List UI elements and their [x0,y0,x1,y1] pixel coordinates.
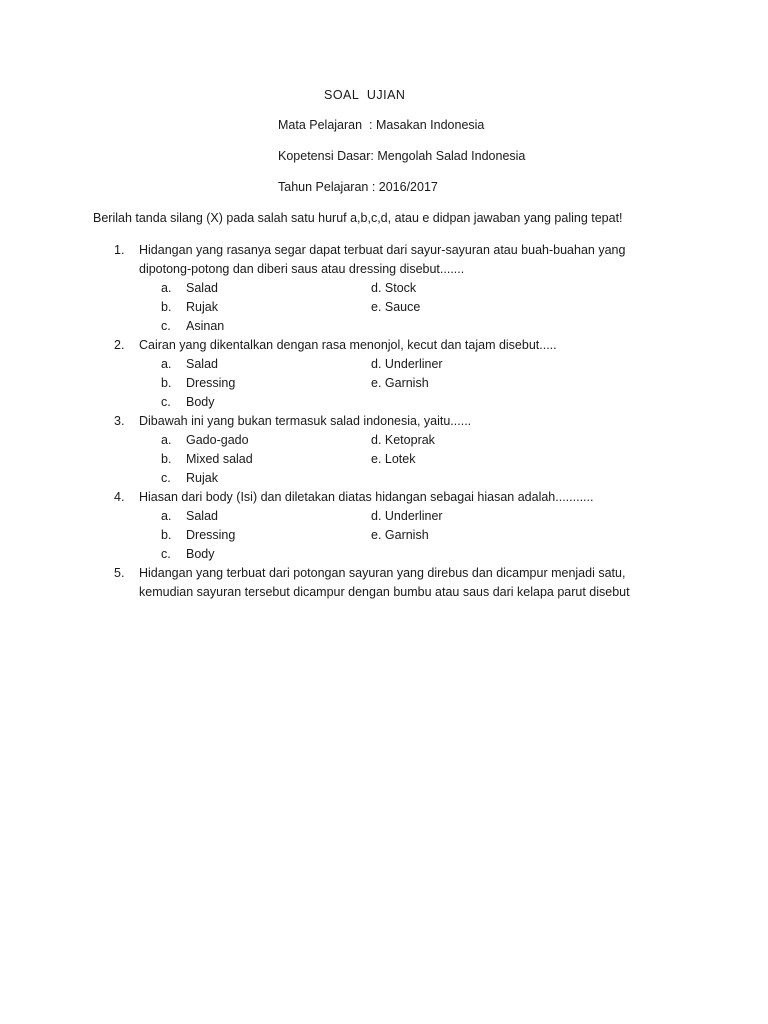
option-letter: b. [161,300,172,314]
option-letter: a. [161,281,172,295]
option-text-secondary: e. Garnish [371,376,429,390]
option-row [0,317,768,336]
question-text: dipotong-potong dan diberi saus atau dressing disebut....... [139,262,465,276]
option-text: Asinan [186,319,225,333]
option-row [0,545,768,564]
option-row [0,355,768,374]
option-text-secondary: e. Lotek [371,452,416,466]
question-number: 5. [114,566,125,580]
option-text: Body [186,395,215,409]
option-letter: c. [161,395,171,409]
question-item [0,564,768,602]
question-line-row [0,488,768,507]
option-text-secondary: d. Stock [371,281,417,295]
option-text: Body [186,547,215,561]
question-number: 2. [114,338,125,352]
option-text: Mixed salad [186,452,253,466]
question-line-row [0,583,768,602]
question-list [0,241,768,602]
question-item [0,488,768,564]
question-line-row [0,412,768,431]
option-row [0,507,768,526]
option-text: Salad [186,281,218,295]
question-line-row [0,260,768,279]
option-letter: c. [161,471,171,485]
question-number: 1. [114,243,125,257]
question-item [0,241,768,336]
subject-line: Mata Pelajaran : Masakan Indonesia [278,118,485,132]
option-row [0,431,768,450]
option-text: Gado-gado [186,433,249,447]
option-text-secondary: d. Underliner [371,509,443,523]
option-letter: b. [161,376,172,390]
question-text: Cairan yang dikentalkan dengan rasa menonjol, kecut dan tajam disebut..... [139,338,557,352]
option-letter: a. [161,509,172,523]
question-text: Dibawah ini yang bukan termasuk salad indonesia, yaitu...... [139,414,472,428]
instruction-text: Berilah tanda silang (X) pada salah satu huruf a,b,c,d, atau e didpan jawaban yang paling tepat! [93,211,623,225]
option-text: Salad [186,509,218,523]
question-line-row [0,564,768,583]
option-letter: a. [161,433,172,447]
option-row [0,526,768,545]
question-text: Hidangan yang rasanya segar dapat terbuat dari sayur-sayuran atau buah-buahan yang [139,243,626,257]
question-item [0,336,768,412]
option-row [0,374,768,393]
question-text: Hiasan dari body (Isi) dan diletakan diatas hidangan sebagai hiasan adalah........... [139,490,594,504]
year-line: Tahun Pelajaran : 2016/2017 [278,180,438,194]
option-row [0,450,768,469]
option-row [0,393,768,412]
question-number: 4. [114,490,125,504]
option-letter: c. [161,547,171,561]
option-letter: a. [161,357,172,371]
option-text: Salad [186,357,218,371]
question-line-row [0,336,768,355]
question-line-row [0,241,768,260]
question-text: Hidangan yang terbuat dari potongan sayuran yang direbus dan dicampur menjadi satu, [139,566,626,580]
option-text-secondary: d. Underliner [371,357,443,371]
option-row [0,298,768,317]
option-row [0,469,768,488]
option-text-secondary: e. Sauce [371,300,421,314]
competency-line: Kopetensi Dasar: Mengolah Salad Indonesia [278,149,526,163]
option-row [0,279,768,298]
option-text: Dressing [186,376,236,390]
option-letter: b. [161,452,172,466]
option-text: Rujak [186,471,218,485]
option-text-secondary: e. Garnish [371,528,429,542]
question-number: 3. [114,414,125,428]
page-title: SOAL UJIAN [324,88,406,102]
option-letter: b. [161,528,172,542]
option-text-secondary: d. Ketoprak [371,433,435,447]
question-item [0,412,768,488]
question-text: kemudian sayuran tersebut dicampur dengan bumbu atau saus dari kelapa parut disebut [139,585,630,599]
option-text: Rujak [186,300,218,314]
option-text: Dressing [186,528,236,542]
option-letter: c. [161,319,171,333]
